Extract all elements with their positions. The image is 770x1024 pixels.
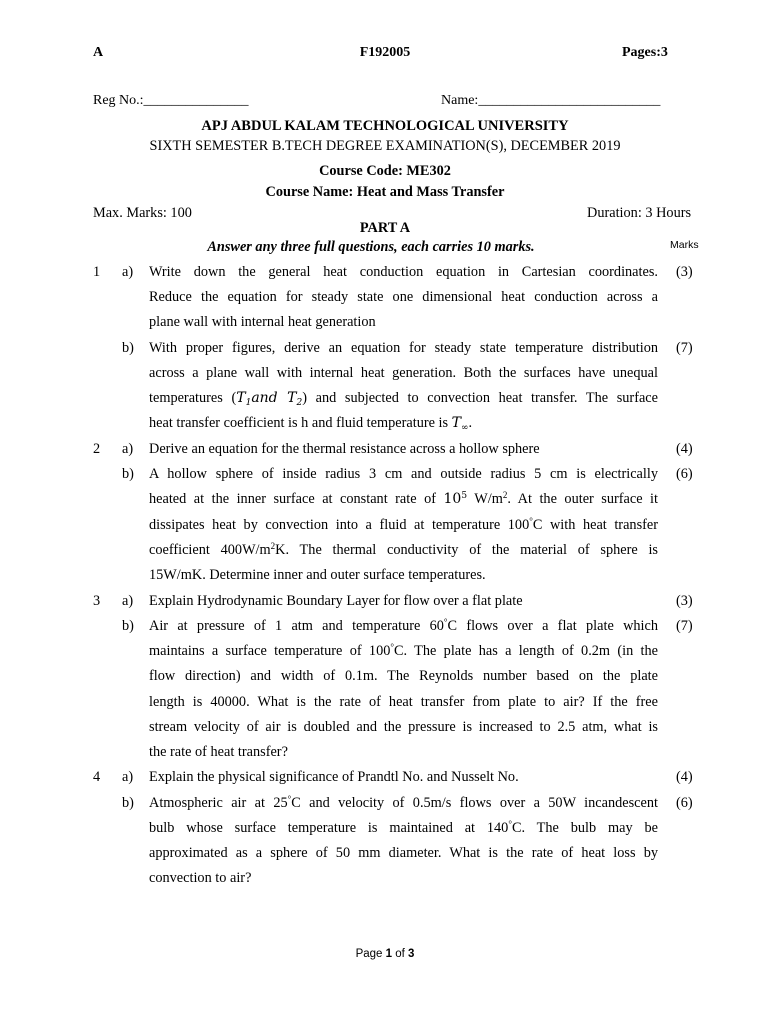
question-line: approximated as a sphere of 50 mm diameter. What is the rate of heat loss by [149,845,658,861]
question-line: plane wall with internal heat generation [149,314,376,330]
part-label: b) [122,618,134,634]
question-number: 2 [93,441,101,457]
question-line: Atmospheric air at 25°C and velocity of 0.5m/s flows over a 50W incandescent [149,794,658,811]
question-line: bulb whose surface temperature is maintained at 140°C. The bulb may be [149,819,659,836]
part-label: b) [122,795,134,811]
part-label: b) [122,466,134,482]
footer-page-number: 1 [385,948,393,960]
question-line: maintains a surface temperature of 100°C. The plate has a length of 0.2m (in the [149,642,659,659]
exam-title: SIXTH SEMESTER B.TECH DEGREE EXAMINATION(S), DECEMBER 2019 [149,138,621,154]
university-name: APJ ABDUL KALAM TECHNOLOGICAL UNIVERSITY [201,118,569,134]
marks-value: (4) [676,441,693,457]
question-line: Write down the general heat conduction equation in Cartesian coordinates. [149,264,658,280]
marks-value: (7) [676,618,693,634]
question-line: dissipates heat by convection into a fluid at temperature 100°C with heat transfer [149,516,658,533]
question-line: heat transfer coefficient is h and fluid temperature is $T_\infty$. [149,415,473,433]
instruction: Answer any three full questions, each carries 10 marks. [207,239,535,255]
question-line: across a plane wall with internal heat generation. Both the surfaces have unequal [149,365,658,381]
question-line: heated at the inner surface at constant rate of $10^5$ $W/m^2$. At the outer surface it [149,490,659,507]
question-number: 4 [93,769,101,785]
question-line: With proper figures, derive an equation for steady state temperature distribution [149,340,658,356]
question-line: the rate of heat transfer? [149,744,288,760]
part-label: b) [122,340,134,356]
part-label: a) [122,264,134,280]
duration: Duration: 3 Hours [587,205,692,221]
question-line: Reduce the equation for steady state one dimensional heat conduction across a [149,289,658,305]
marks-column-label: Marks [670,239,699,251]
question-number: 3 [93,593,101,609]
question-line: stream velocity of air is doubled and the pressure is increased to 2.5 atm, what is [149,719,658,735]
footer-total-pages: 3 [408,948,415,960]
question-line: length is 40000. What is the rate of heat transfer from plate to air? If the free [149,694,658,710]
part-label: a) [122,769,134,785]
marks-value: (3) [676,593,693,609]
footer-of-word: of [395,948,405,960]
course-code: Course Code: ME302 [319,163,451,179]
question-line: Explain the physical significance of Prandtl No. and Nusselt No. [149,769,519,785]
marks-value: (4) [676,769,693,785]
question-line: convection to air? [149,870,252,886]
question-line: Derive an equation for the thermal resistance across a hollow sphere [149,441,540,457]
paper-code: F192005 [359,45,411,60]
question-line: A hollow sphere of inside radius 3 cm and outside radius 5 cm is electrically [149,466,658,482]
reg-no-field: Reg No.:_______________ [93,93,249,108]
question-line: Air at pressure of 1 atm and temperature 60°C flows over a flat plate which [149,617,659,634]
question-line: coefficient $400W/m^2K$. The thermal conductivity of the material of sphere is [149,541,658,558]
marks-value: (6) [676,466,693,482]
page-footer [0,948,770,960]
marks-value: (6) [676,795,693,811]
part-heading: PART A [359,220,411,236]
page-count: Pages:3 [622,45,668,60]
question-line: flow direction) and width of 0.1m. The Reynolds number based on the plate [149,668,658,684]
footer-page-word: Page [355,948,383,960]
name-field: Name:__________________________ [441,93,661,108]
paper-set-label: A [93,45,104,60]
marks-value: (3) [676,264,693,280]
part-label: a) [122,593,134,609]
question-line: 15W/mK. Determine inner and outer surface temperatures. [149,567,486,583]
question-number: 1 [93,264,101,280]
marks-value: (7) [676,340,693,356]
max-marks: Max. Marks: 100 [93,205,192,221]
question-line: Explain Hydrodynamic Boundary Layer for flow over a flat plate [149,593,523,609]
question-line: temperatures ($T_1and$ $T_2$) and subjected to convection heat transfer. The surface [149,390,658,408]
course-name: Course Name: Heat and Mass Transfer [265,184,505,200]
part-label: a) [122,441,134,457]
